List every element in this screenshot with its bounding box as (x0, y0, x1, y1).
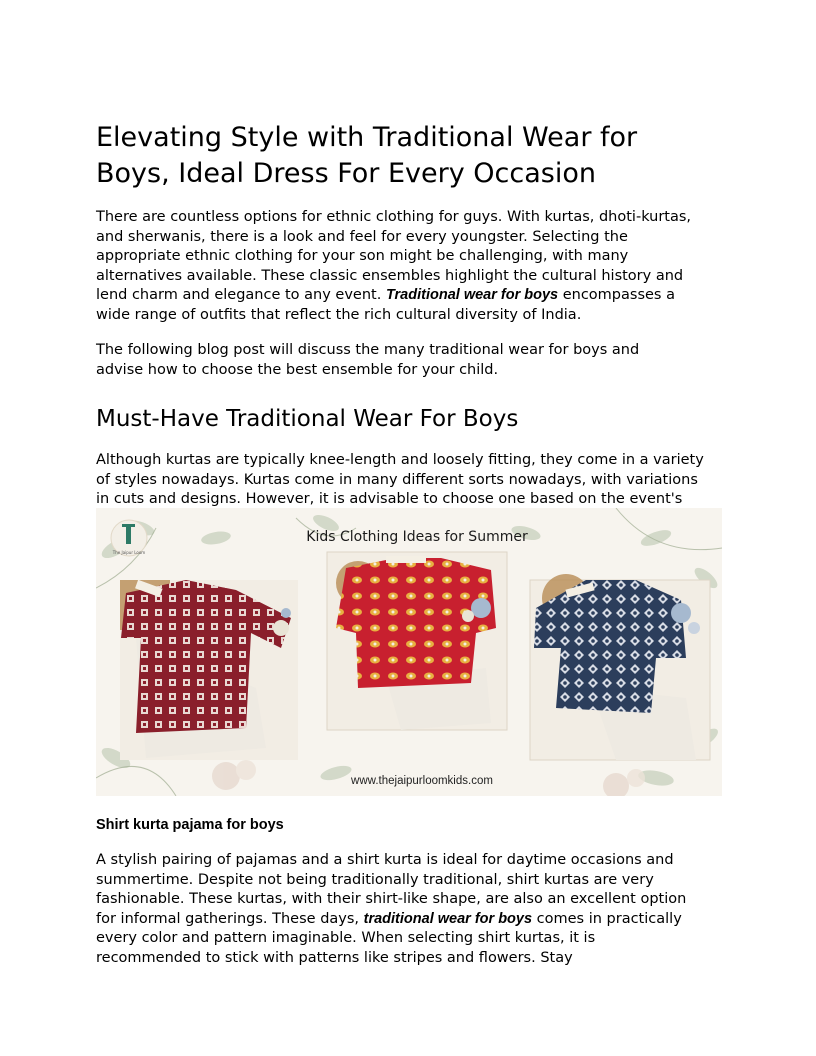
banner-illustration (96, 508, 722, 796)
intro-line-5 (96, 286, 722, 306)
intro-line-2: and sherwanis, there is a look and feel for every youngster. Selecting the (96, 228, 628, 245)
keyword-link[interactable]: traditional wear for boys (363, 910, 533, 927)
intro-line-4: alternatives available. These classic ensembles highlight the cultural history and (96, 267, 684, 284)
intro-line-6: wide range of outfits that reflect the rich cultural diversity of India. (96, 306, 582, 323)
section-line-2: of styles nowadays. Kurtas come in many different sorts nowadays, with variations (96, 471, 698, 488)
shirt-line-1: A stylish pairing of pajamas and a shirt kurta is ideal for daytime occasions and (96, 852, 674, 868)
title-line-1: Elevating Style with Traditional Wear for (96, 122, 638, 153)
shirt-line-6: recommended to stick with patterns like stripes and flowers. Stay (96, 949, 573, 966)
shirt-line-4-text: for informal gatherings. These days, (96, 910, 364, 927)
shirt-line-5: every color and pattern imaginable. When selecting shirt kurtas, it is (96, 930, 596, 946)
intro-line-3: appropriate ethnic clothing for your son might be challenging, with many (96, 248, 629, 264)
navy-kurta-panel (530, 574, 710, 760)
subheading: Shirt kurta pajama for boys (96, 817, 284, 833)
logo-text: The Jaipur Loom (112, 550, 146, 555)
banner-title: Kids Clothing Ideas for Summer (306, 529, 528, 545)
shirt-line-3: fashionable. These kurtas, with their shirt-like shape, are also an excellent option (96, 891, 687, 907)
shirt-line-2: summertime. Despite not being traditionally traditional, shirt kurtas are very (96, 871, 654, 888)
shirt-line-4 (96, 910, 722, 930)
keyword-link[interactable]: Traditional wear for boys (385, 287, 559, 303)
red-kurta-panel (327, 552, 507, 730)
title-line-2: Boys, Ideal Dress For Every Occasion (96, 158, 596, 189)
followup-line-1: The following blog post will discuss the many traditional wear for boys and (96, 342, 640, 358)
section-heading: Must-Have Traditional Wear For Boys (96, 406, 519, 432)
intro-paragraph (96, 208, 722, 325)
intro-line-1: There are countless options for ethnic clothing for guys. With kurtas, dhoti-kurtas, (96, 209, 692, 225)
section-paragraph (96, 451, 722, 510)
shirt-kurta-paragraph (96, 851, 722, 968)
intro-line-5-text: lend charm and elegance to any event. (96, 287, 386, 303)
page-title (96, 120, 722, 192)
intro-line-5-tail: encompasses a (558, 287, 675, 303)
followup-line-2: advise how to choose the best ensemble for your child. (96, 361, 499, 378)
product-banner-image (96, 508, 722, 796)
section-line-1: Although kurtas are typically knee-length and loosely fitting, they come in a variety (96, 452, 704, 468)
shirt-line-4-tail: comes in practically (532, 910, 682, 927)
banner-url: www.thejaipurloomkids.com (351, 775, 493, 787)
maroon-kurta-panel (120, 580, 298, 760)
brand-logo (111, 520, 147, 556)
followup-paragraph (96, 341, 722, 380)
section-line-3: in cuts and designs. However, it is advisable to choose one based on the event's (96, 491, 683, 507)
